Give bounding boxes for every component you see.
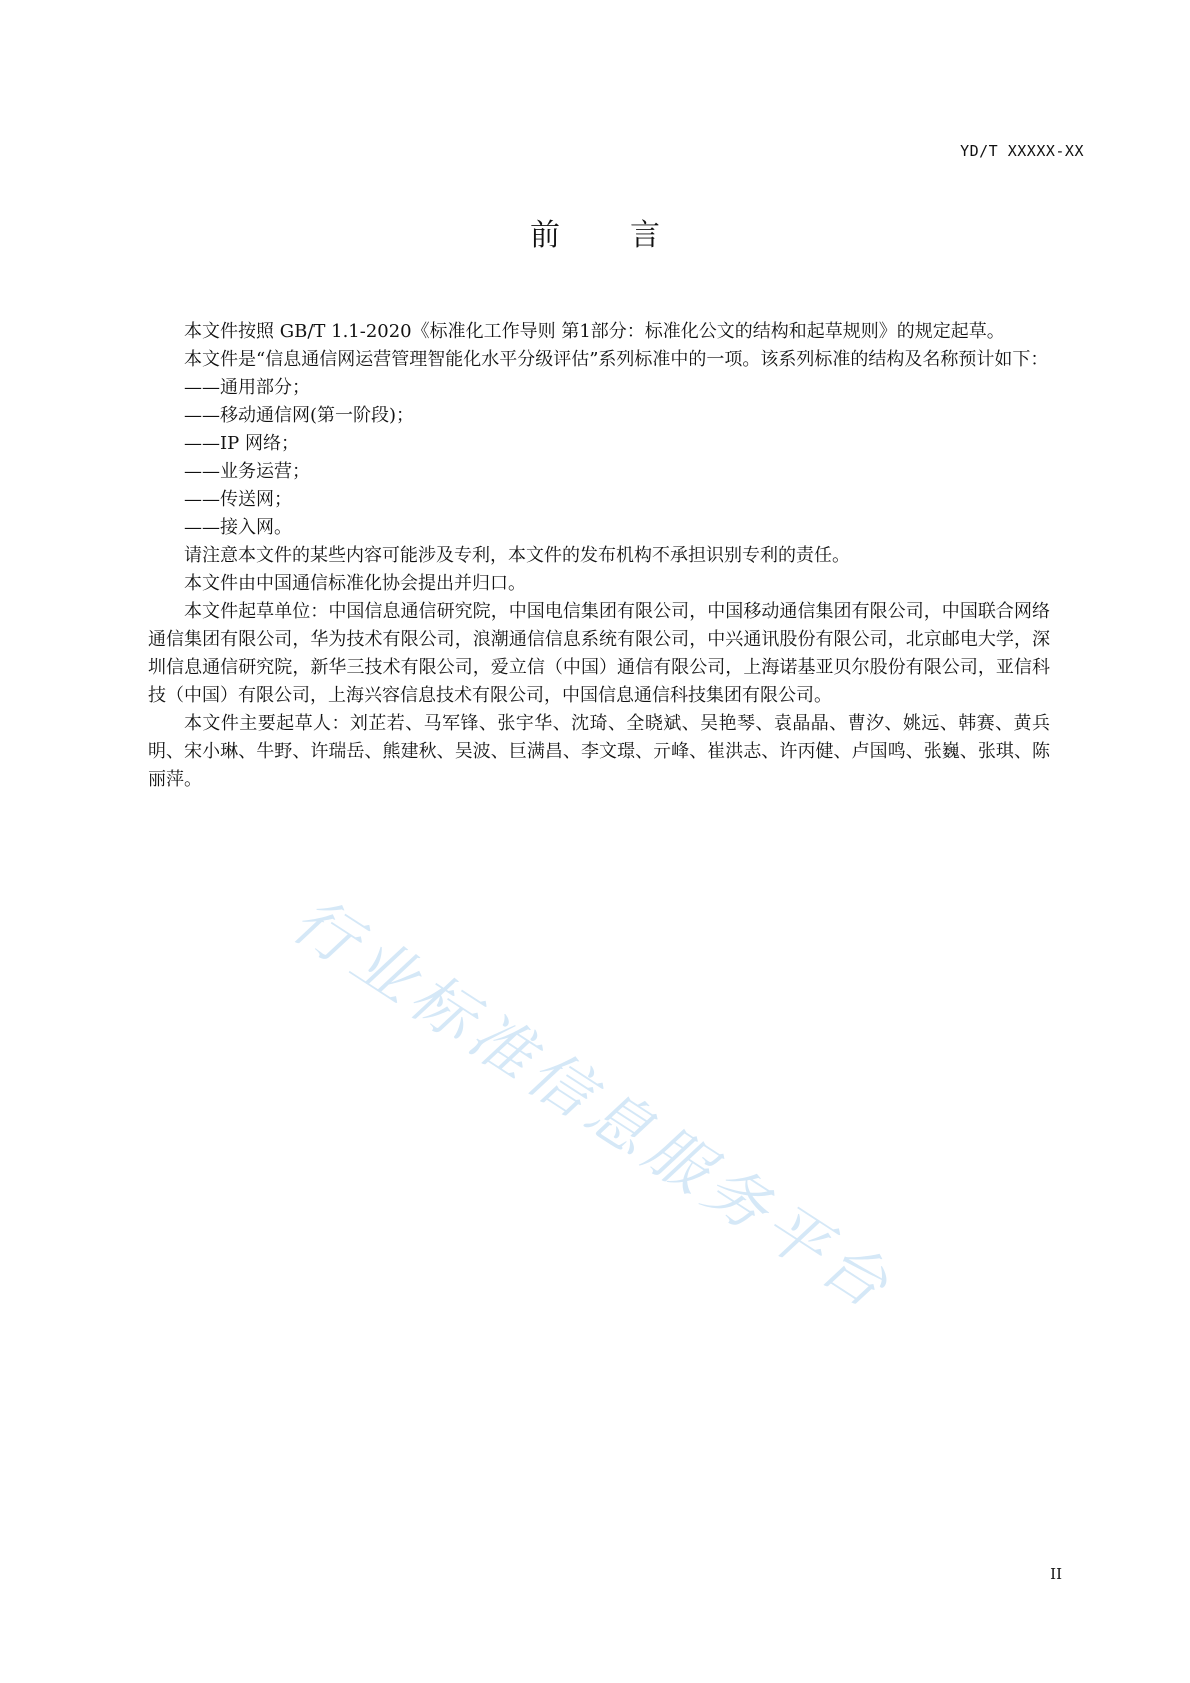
list-item: ——业务运营； — [184, 461, 310, 482]
list-item: ——接入网。 — [184, 517, 292, 538]
foreword-body — [148, 318, 1050, 794]
page-number: II — [1050, 1565, 1062, 1583]
paragraph-proposer: 本文件由中国通信标准化协会提出并归口。 — [184, 573, 526, 594]
paragraph-drafting-basis: 本文件按照 GB/T 1.1-2020《标准化工作导则 第1部分：标准化公文的结构和起草规则》的规定起草。 — [184, 321, 1005, 342]
list-item: ——IP 网络； — [184, 433, 299, 454]
watermark: 行业标准信息服务平台 — [279, 882, 907, 1326]
paragraph-patent-notice: 请注意本文件的某些内容可能涉及专利，本文件的发布机构不承担识别专利的责任。 — [184, 545, 850, 566]
paragraph-series-intro: 本文件是“信息通信网运营管理智能化水平分级评估”系列标准中的一项。该系列标准的结构及名称预计如下： — [184, 349, 1049, 370]
list-item: ——移动通信网(第一阶段)； — [184, 405, 415, 426]
document-code: YD/T XXXXX-XX — [960, 142, 1084, 160]
paragraph-drafting-units: 本文件起草单位：中国信息通信研究院，中国电信集团有限公司，中国移动通信集团有限公司，中国联合网络通信集团有限公司，华为技术有限公司，浪潮通信信息系统有限公司，中兴通讯股份有限公司，北京邮电大学，深圳信息通信研究院，新华三技术有限公司，爱立信（中国）通信有限公司，上海诺基亚贝尔股份有限公司，亚信科技（中国）有限公司，上海兴容信息技术有限公司，中国信息通信科技集团有限公司。 — [148, 601, 1050, 706]
list-item: ——通用部分； — [184, 377, 310, 398]
list-item: ——传送网； — [184, 489, 292, 510]
paragraph-drafters: 本文件主要起草人：刘芷若、马军锋、张宇华、沈琦、全晓斌、吴艳琴、袁晶晶、曹汐、姚远、韩赛、黄兵明、宋小琳、牛野、许瑞岳、熊建秋、吴波、巨满昌、李文璟、亓峰、崔洪志、许丙健、卢国鸣、张巍、张琪、陈丽萍。 — [148, 713, 1050, 790]
page-title: 前言 — [530, 218, 730, 253]
